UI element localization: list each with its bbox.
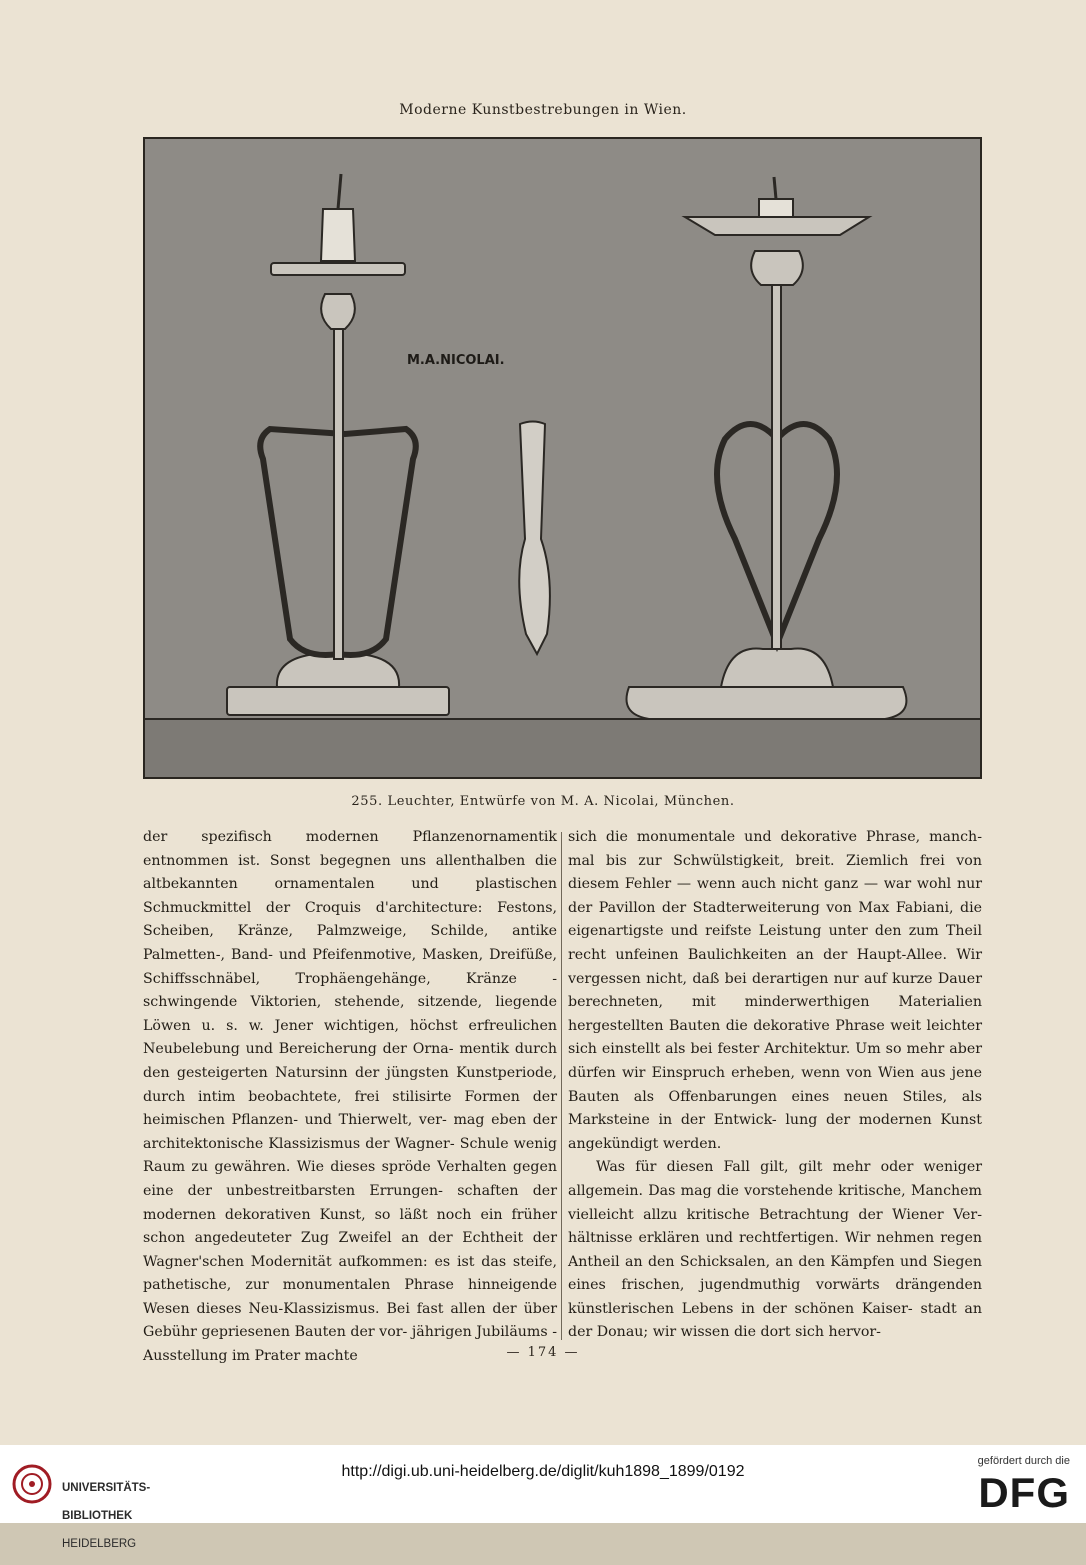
- artist-signature: M.A.NICOLAI.: [407, 353, 505, 368]
- paragraph: [143, 826, 557, 1369]
- text-line: diesem Fehler — wenn auch nicht ganz — war wohl: [568, 876, 952, 893]
- text-line: mal bis zur Schwülstigkeit, breit. Ziemlich frei von: [568, 852, 982, 869]
- text-line: erfreulichen Neubelebung und Bereicherung der Orna-: [143, 1017, 557, 1058]
- university-line: HEIDELBERG: [62, 1538, 137, 1550]
- left-column: [143, 826, 557, 1369]
- text-line: mentik durch den gesteigerten Natursinn der jüngsten: [143, 1041, 558, 1081]
- text-line: nur der Pavillon der Stadterweiterung von Max: [568, 876, 982, 916]
- university-name: [62, 1467, 150, 1565]
- page-number: — 174 —: [506, 1345, 580, 1360]
- text-line: Formen der heimischen Pflanzen- und Thierwelt, ver-: [143, 1088, 557, 1129]
- right-column: [568, 826, 982, 1345]
- text-line: vielleicht allzu kritische Betrachtung der Wiener Ver-: [568, 1206, 982, 1223]
- dfg-logo[interactable]: DFG: [978, 1469, 1070, 1516]
- text-line: d'architecture: Festons, Scheiben, Kränze, Palmzweige,: [143, 899, 558, 940]
- text-line: drängenden künstlerischen Lebens in der schönen Kaiser-: [568, 1277, 983, 1317]
- column-rule: [561, 832, 562, 1340]
- text-line: und Siegen eines frischen, jugendmuthig vorwärts: [568, 1253, 983, 1294]
- university-line: UNIVERSITÄTS-: [62, 1482, 151, 1494]
- text-line: schaften der modernen dekorativen Kunst, so läßt: [143, 1182, 557, 1223]
- text-line: sich die monumentale und dekorative Phrase, manch-: [568, 829, 982, 845]
- paragraph: [568, 826, 982, 1156]
- text-line: mag eben der architektonische Klassizismus der Wagner-: [143, 1112, 557, 1152]
- text-line: ist. Sonst begegnen uns allenthalben die altbekannten: [143, 852, 557, 893]
- left-candlestick: [227, 174, 449, 715]
- text-line: weit leichter sich einstellt als bei fester Architektur.: [568, 1017, 982, 1058]
- text-line: Haupt-Allee. Wir vergessen nicht, daß bei derartigen: [568, 946, 982, 987]
- running-head: Moderne Kunstbestrebungen in Wien.: [399, 102, 687, 118]
- text-line: Kränze - schwingende Viktorien, stehende, sitzende,: [143, 970, 557, 1011]
- text-line: allgemein. Das mag die vorstehende kritische, Manchem: [568, 1182, 982, 1199]
- text-line: eines neuen Stiles, als Marksteine in der Entwick-: [568, 1088, 982, 1129]
- text-line: Schule wenig Raum zu gewähren. Wie dieses spröde: [143, 1135, 557, 1176]
- figure-caption: 255. Leuchter, Entwürfe von M. A. Nicolai, München.: [351, 794, 735, 809]
- text-line: nur auf kurze Dauer berechneten, mit minderwerthigen: [568, 970, 982, 1011]
- text-line: Verhalten gegen eine der unbestreitbarsten Errungen-: [143, 1159, 558, 1199]
- text-line: der spezifisch modernen Pflanzenornamentik entnommen: [143, 829, 557, 869]
- text-line: allen der über Gebühr gepriesenen Bauten der vor-: [143, 1300, 558, 1341]
- text-line: Kunstperiode, durch intim beobachtete, frei stilisirte: [143, 1064, 557, 1105]
- text-line: Masken, Dreifüße, Schiffsschnäbel, Trophäengehänge,: [143, 946, 557, 987]
- text-line: Materialien hergestellten Bauten die dekorative Phrase: [568, 994, 982, 1034]
- text-line: Schilde, antike Palmetten-, Band- und Pfeifenmotive,: [143, 923, 558, 963]
- snuffer-tool: [519, 422, 550, 655]
- permalink-url[interactable]: http://digi.ub.uni-heidelberg.de/diglit/kuh1898_1899/0192: [341, 1463, 745, 1480]
- text-line: stadt an der Donau; wir wissen die dort sich hervor-: [568, 1300, 982, 1341]
- text-line: wenn von Wien aus jene Bauten als Offenbarungen: [568, 1064, 982, 1105]
- text-line: Was für diesen Fall gilt, gilt mehr oder weniger: [596, 1159, 982, 1176]
- text-line: der Echtheit der Wagner'schen Modernität aufkommen:: [143, 1230, 557, 1270]
- text-line: ornamentalen und plastischen Schmuckmittel der Croquis: [143, 876, 557, 916]
- text-line: jährigen Jubiläums - Ausstellung im Prater machte: [143, 1324, 557, 1365]
- paragraph: [568, 1156, 982, 1345]
- text-line: lung der modernen Kunst angekündigt werden.: [568, 1112, 983, 1152]
- text-line: den zum Theil recht unfeinen Baulichkeiten an der: [568, 923, 982, 963]
- text-line: regen Antheil an den Schicksalen, an den Kämpfen: [568, 1230, 982, 1270]
- text-line: liegende Löwen u. s. w. Jener wichtigen, höchst: [143, 994, 557, 1034]
- digitization-footer: [0, 1445, 1086, 1550]
- text-line: es ist das steife, pathetische, zur monumentalen Phrase: [143, 1253, 558, 1294]
- text-line: Fabiani, die eigenartigste und reifste Leistung unter: [568, 899, 982, 940]
- text-line: hinneigende Wesen dieses Neu-Klassizismus. Bei fast: [143, 1277, 557, 1317]
- candlesticks-illustration: [145, 139, 980, 777]
- university-line: BIBLIOTHEK: [62, 1510, 133, 1522]
- text-line: noch ein früher schon angedeuteter Zug Zweifel an: [143, 1206, 558, 1247]
- text-line: Um so mehr aber dürfen wir Einspruch erheben,: [568, 1041, 982, 1081]
- illustration-plate: [143, 137, 982, 779]
- funded-by-label: gefördert durch die: [977, 1455, 1070, 1467]
- right-candlestick: [627, 177, 907, 719]
- text-line: hältnisse erklären und rechtfertigen. Wir nehmen: [568, 1230, 935, 1247]
